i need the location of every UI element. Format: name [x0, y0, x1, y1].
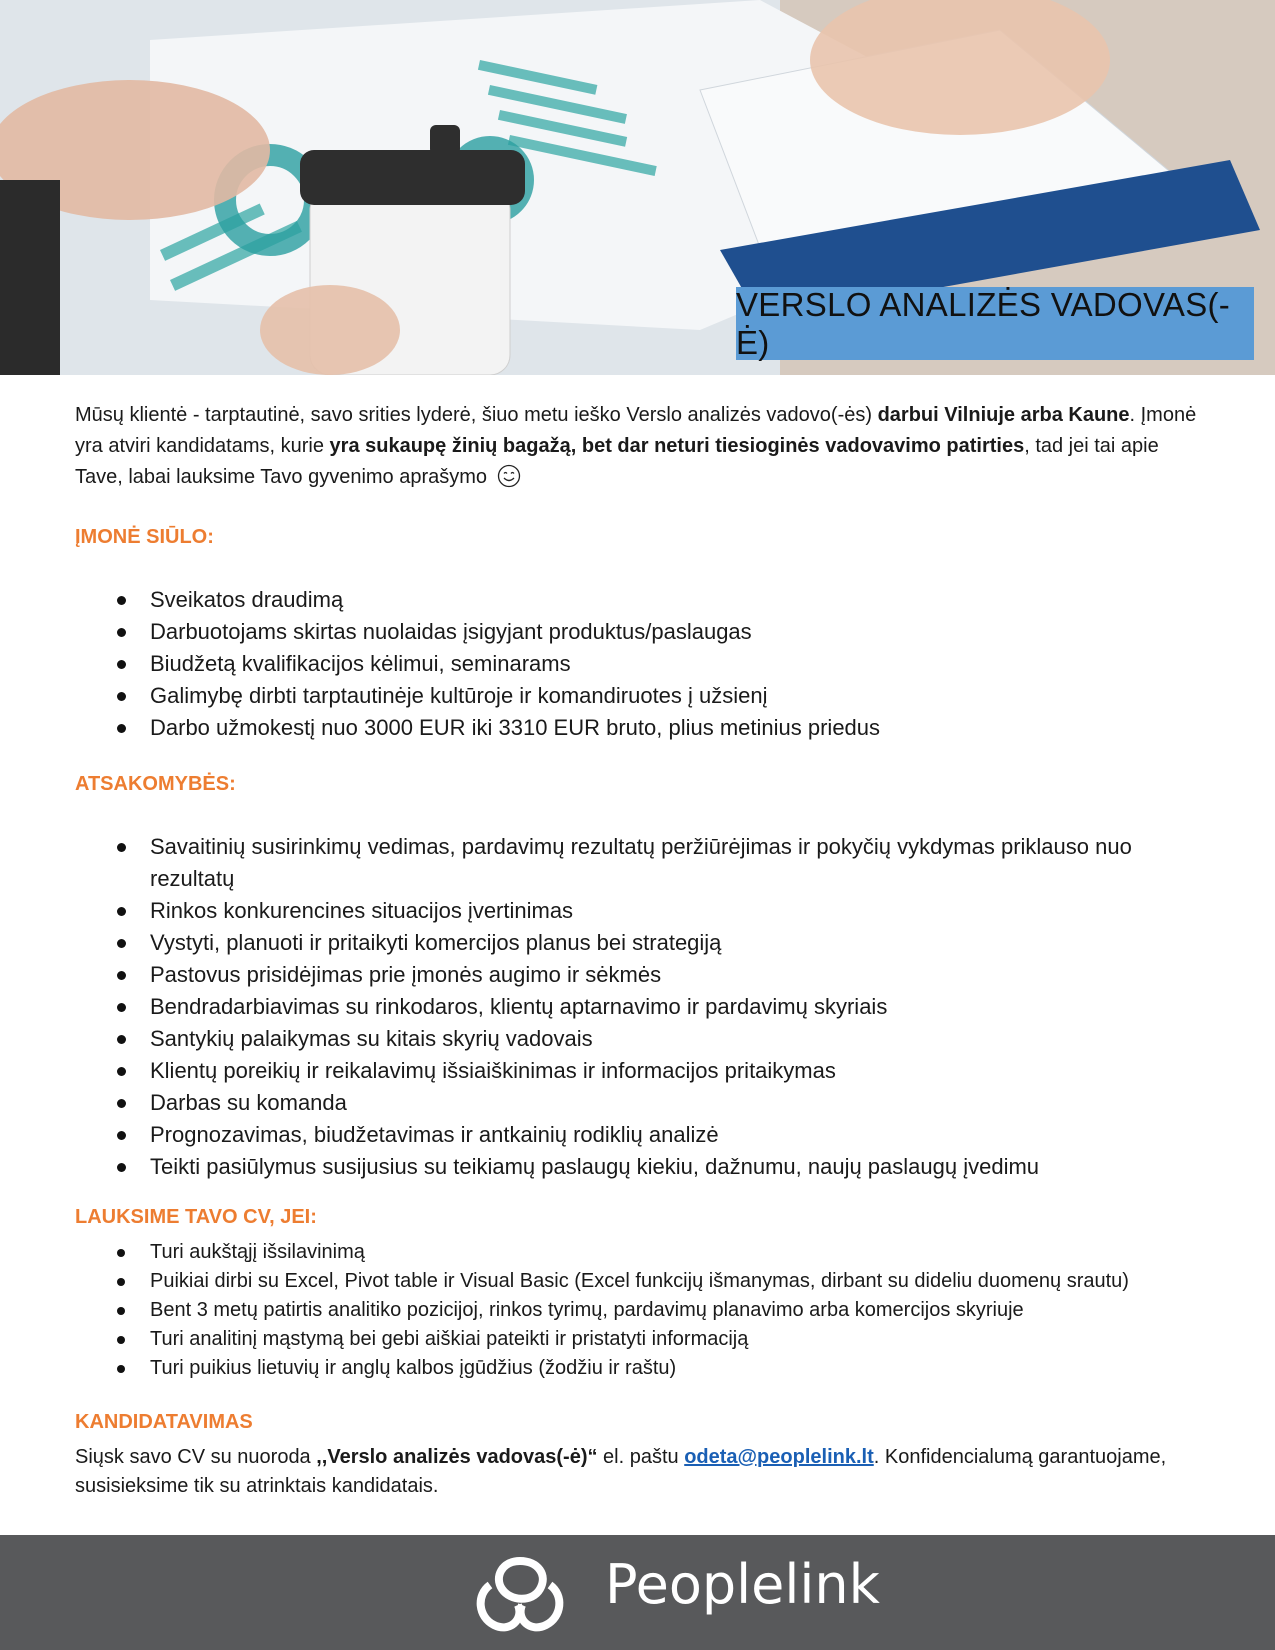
- list-item: Turi puikius lietuvių ir anglų kalbos įgūdžius (žodžiu ir raštu): [75, 1354, 1200, 1383]
- bullet: [117, 596, 126, 605]
- list-item: Darbo užmokestį nuo 3000 EUR iki 3310 EUR bruto, plius metinius priedus: [75, 712, 1200, 744]
- offer-heading: ĮMONĖ SIŪLO:: [75, 526, 214, 548]
- intro-text-2: . Įmonė yra atviri kandidatams, kurie: [75, 404, 1197, 457]
- duties-heading: ATSAKOMYBĖS:: [75, 773, 236, 795]
- bullet: [117, 939, 126, 948]
- list-item: Teikti pasiūlymus susijusius su teikiamų paslaugų kiekiu, dažnumu, naujų paslaugų įvedimu: [75, 1151, 1200, 1183]
- intro-bold-experience: yra sukaupę žinių bagažą, bet dar neturi tiesioginės vadovavimo patirties: [329, 435, 1025, 457]
- bullet: [117, 1131, 126, 1140]
- list-item: Savaitinių susirinkimų vedimas, pardavimų rezultatų peržiūrėjimas ir pokyčių vykdymas priklauso nuo rezultatų: [75, 831, 1200, 895]
- bullet: [117, 843, 126, 852]
- intro-text-1: Mūsų klientė - tarptautinė, savo srities lyderė, šiuo metu ieško Verslo analizės vadovo(-ės): [75, 404, 878, 426]
- job-title: VERSLO ANALIZĖS VADOVAS(-Ė): [736, 285, 1231, 361]
- requirements-list: [75, 1238, 1200, 1383]
- apply-position-name: ,,Verslo analizės vadovas(-ė)“: [316, 1446, 598, 1468]
- list-item: Bent 3 metų patirtis analitiko pozicijoj, rinkos tyrimų, pardavimų planavimo arba komercijos skyriuje: [75, 1296, 1200, 1325]
- intro-text-3: , tad jei tai apie Tave, labai lauksime Tavo gyvenimo aprašymo: [75, 435, 1159, 488]
- duties-list: [75, 831, 1200, 1183]
- requirements-heading: LAUKSIME TAVO CV, JEI:: [75, 1206, 317, 1228]
- list-item: Galimybę dirbti tarptautinėje kultūroje ir komandiruotes į užsienį: [75, 680, 1200, 712]
- list-item: Turi aukštąjį išsilavinimą: [75, 1238, 1200, 1267]
- list-item: Vystyti, planuoti ir pritaikyti komercijos planus bei strategiją: [75, 927, 1200, 959]
- list-item: Turi analitinį mąstymą bei gebi aiškiai pateikti ir pristatyti informaciją: [75, 1325, 1200, 1354]
- apply-heading: KANDIDATAVIMAS: [75, 1411, 253, 1433]
- bullet: [117, 692, 126, 701]
- bullet: [117, 1278, 125, 1286]
- bullet: [117, 660, 126, 669]
- list-item: Biudžetą kvalifikacijos kėlimui, seminarams: [75, 648, 1200, 680]
- email-link[interactable]: odeta@peoplelink.lt: [684, 1446, 874, 1468]
- bullet: [117, 628, 126, 637]
- list-item: Darbas su komanda: [75, 1087, 1200, 1119]
- bullet: [117, 1336, 125, 1344]
- brand-name: Peoplelink: [605, 1553, 880, 1616]
- list-item: Santykių palaikymas su kitais skyrių vadovais: [75, 1023, 1200, 1055]
- list-item: Prognozavimas, biudžetavimas ir antkainių rodiklių analizė: [75, 1119, 1200, 1151]
- bullet: [117, 1365, 125, 1373]
- intro-paragraph: [75, 400, 1200, 493]
- bullet: [117, 1035, 126, 1044]
- job-title-banner: [736, 287, 1254, 360]
- bullet: [117, 1003, 126, 1012]
- list-item: Puikiai dirbi su Excel, Pivot table ir Visual Basic (Excel funkcijų išmanymas, dirbant su dideliu duomenų srautu): [75, 1267, 1200, 1296]
- intro-bold-location: darbui Vilniuje arba Kaune: [877, 404, 1130, 426]
- footer-bar: [0, 1535, 1275, 1650]
- job-ad-content: [75, 400, 1200, 1497]
- list-item: Sveikatos draudimą: [75, 584, 1200, 616]
- bullet: [117, 1249, 125, 1257]
- bullet: [117, 724, 126, 733]
- bullet: [117, 1163, 126, 1172]
- smiling-face-icon: [497, 464, 521, 488]
- hero-image: [0, 0, 1275, 375]
- offer-list: [75, 584, 1200, 744]
- bullet: [117, 907, 126, 916]
- bullet: [117, 1307, 125, 1315]
- peoplelink-logo-icon: [470, 1555, 570, 1641]
- bullet: [117, 1067, 126, 1076]
- bullet: [117, 1099, 126, 1108]
- bullet: [117, 971, 126, 980]
- list-item: Rinkos konkurencines situacijos įvertinimas: [75, 895, 1200, 927]
- list-item: Klientų poreikių ir reikalavimų išsiaiškinimas ir informacijos pritaikymas: [75, 1055, 1200, 1087]
- list-item: Pastovus prisidėjimas prie įmonės augimo ir sėkmės: [75, 959, 1200, 991]
- apply-paragraph: Siųsk savo CV su nuoroda ,,Verslo analizės vadovas(-ė)“ el. paštu odeta@peoplelink.lt. Konfidencialumą garantuojame, susisieksime tik su atrinktais kandidatais.: [75, 1446, 1167, 1497]
- list-item: Darbuotojams skirtas nuolaidas įsigyjant produktus/paslaugas: [75, 616, 1200, 648]
- list-item: Bendradarbiavimas su rinkodaros, klientų aptarnavimo ir pardavimų skyriais: [75, 991, 1200, 1023]
